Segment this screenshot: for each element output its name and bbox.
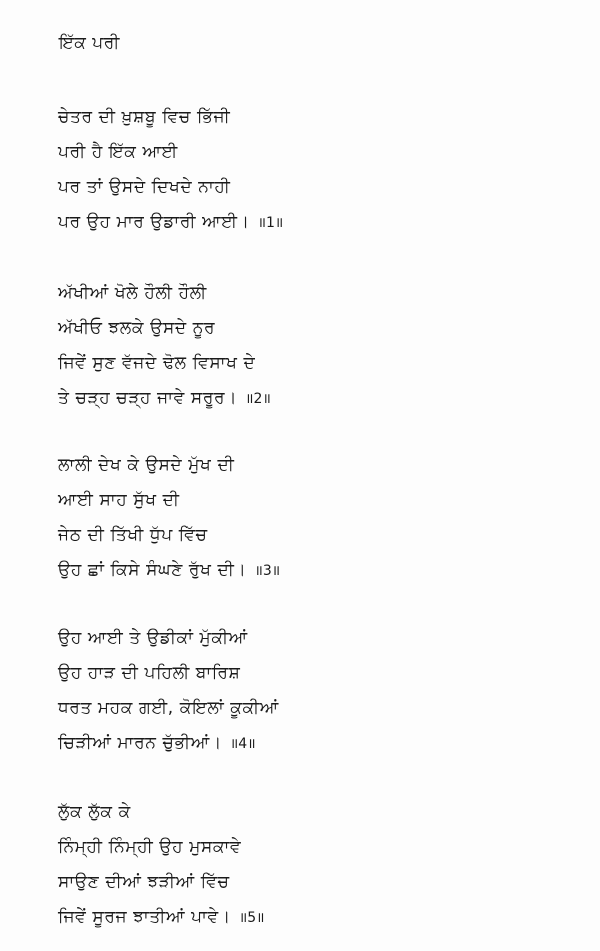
line-text: ਤੇ ਚੜ੍ਹ ਚੜ੍ਹ ਜਾਵੇ ਸਰੂਰ। <box>58 388 238 408</box>
stanza-number: ॥5॥ <box>238 910 265 926</box>
stanza-line: ਨਿੰਮ੍ਹੀ ਨਿੰਮ੍ਹੀ ਉਹ ਮੁਸਕਾਵੇ <box>58 837 242 857</box>
stanza-line: ਪਰ ਤਾਂ ਉਸਦੇ ਦਿਖਦੇ ਨਾਹੀ <box>58 177 231 197</box>
stanza-line: ਸਾਉਣ ਦੀਆਂ ਝੜੀਆਂ ਵਿੱਚ <box>58 872 230 892</box>
stanza-line: ਆਈ ਸਾਹ ਸੁੱਖ ਦੀ <box>58 490 180 510</box>
stanza-5 <box>58 800 578 940</box>
poem-title: ਇੱਕ ਪਰੀ <box>59 33 120 53</box>
stanza-line <box>58 905 578 940</box>
stanza-line <box>58 731 578 766</box>
line-text: ਚਿੜੀਆਂ ਮਾਰਨ ਚੁੱਭੀਆਂ। <box>58 733 222 753</box>
stanza-line: ਚੇਤਰ ਦੀ ਖ਼ੁਸ਼ਬੂ ਵਿਚ ਭਿੱਜੀ <box>58 107 231 127</box>
stanza-line: ਉਹ ਆਈ ਤੇ ਉਡੀਕਾਂ ਮੁੱਕੀਆਂ <box>58 628 248 648</box>
stanza-line: ਉਹ ਹਾੜ ਦੀ ਪਹਿਲੀ ਬਾਰਿਸ਼ <box>58 663 241 683</box>
stanza-number: ॥1॥ <box>257 215 284 231</box>
stanza-number: ॥2॥ <box>245 391 271 407</box>
line-text: ਜਿਵੇਂ ਸੂਰਜ ਝਾਤੀਆਂ ਪਾਵੇ। <box>58 907 231 927</box>
stanza-line: ਅੱਖੀਆਂ ਖੋਲੇ ਹੌਲੀ ਹੌਲੀ <box>58 283 207 303</box>
stanza-line: ਲੁੱਕ ਲੁੱਕ ਕੇ <box>58 802 131 822</box>
stanza-2 <box>58 281 578 421</box>
stanza-line <box>58 210 578 245</box>
stanza-line: ਜਿਵੇਂ ਸੁਣ ਵੱਜਦੇ ਢੋਲ ਵਿਸਾਖ ਦੇ <box>58 353 256 373</box>
stanza-line: ਪਰੀ ਹੈ ਇੱਕ ਆਈ <box>58 142 178 162</box>
stanza-1 <box>58 105 578 245</box>
stanza-line: ਧਰਤ ਮਹਕ ਗਈ, ਕੋਇਲਾਂ ਕੂਕੀਆਂ <box>58 698 279 718</box>
stanza-line <box>58 558 578 593</box>
stanza-line: ਅੱਖੀਓ ਝਲਕੇ ਉਸਦੇ ਨੂਰ <box>58 318 216 338</box>
stanza-number: ॥3॥ <box>254 563 281 579</box>
stanza-line: ਜੇਠ ਦੀ ਤਿੱਖੀ ਧੁੱਪ ਵਿੱਚ <box>58 525 208 545</box>
stanza-4 <box>58 626 578 766</box>
line-text: ਪਰ ਉਹ ਮਾਰ ਉਡਾਰੀ ਆਈ। <box>58 212 250 232</box>
line-text: ਉਹ ਛਾਂ ਕਿਸੇ ਸੰਘਣੇ ਰੁੱਖ ਦੀ। <box>58 560 247 580</box>
stanza-3 <box>58 453 578 593</box>
stanza-line <box>58 386 578 421</box>
stanza-number: ॥4॥ <box>229 736 256 752</box>
stanza-line: ਲਾਲੀ ਦੇਖ ਕੇ ਉਸਦੇ ਮੁੱਖ ਦੀ <box>58 455 235 475</box>
